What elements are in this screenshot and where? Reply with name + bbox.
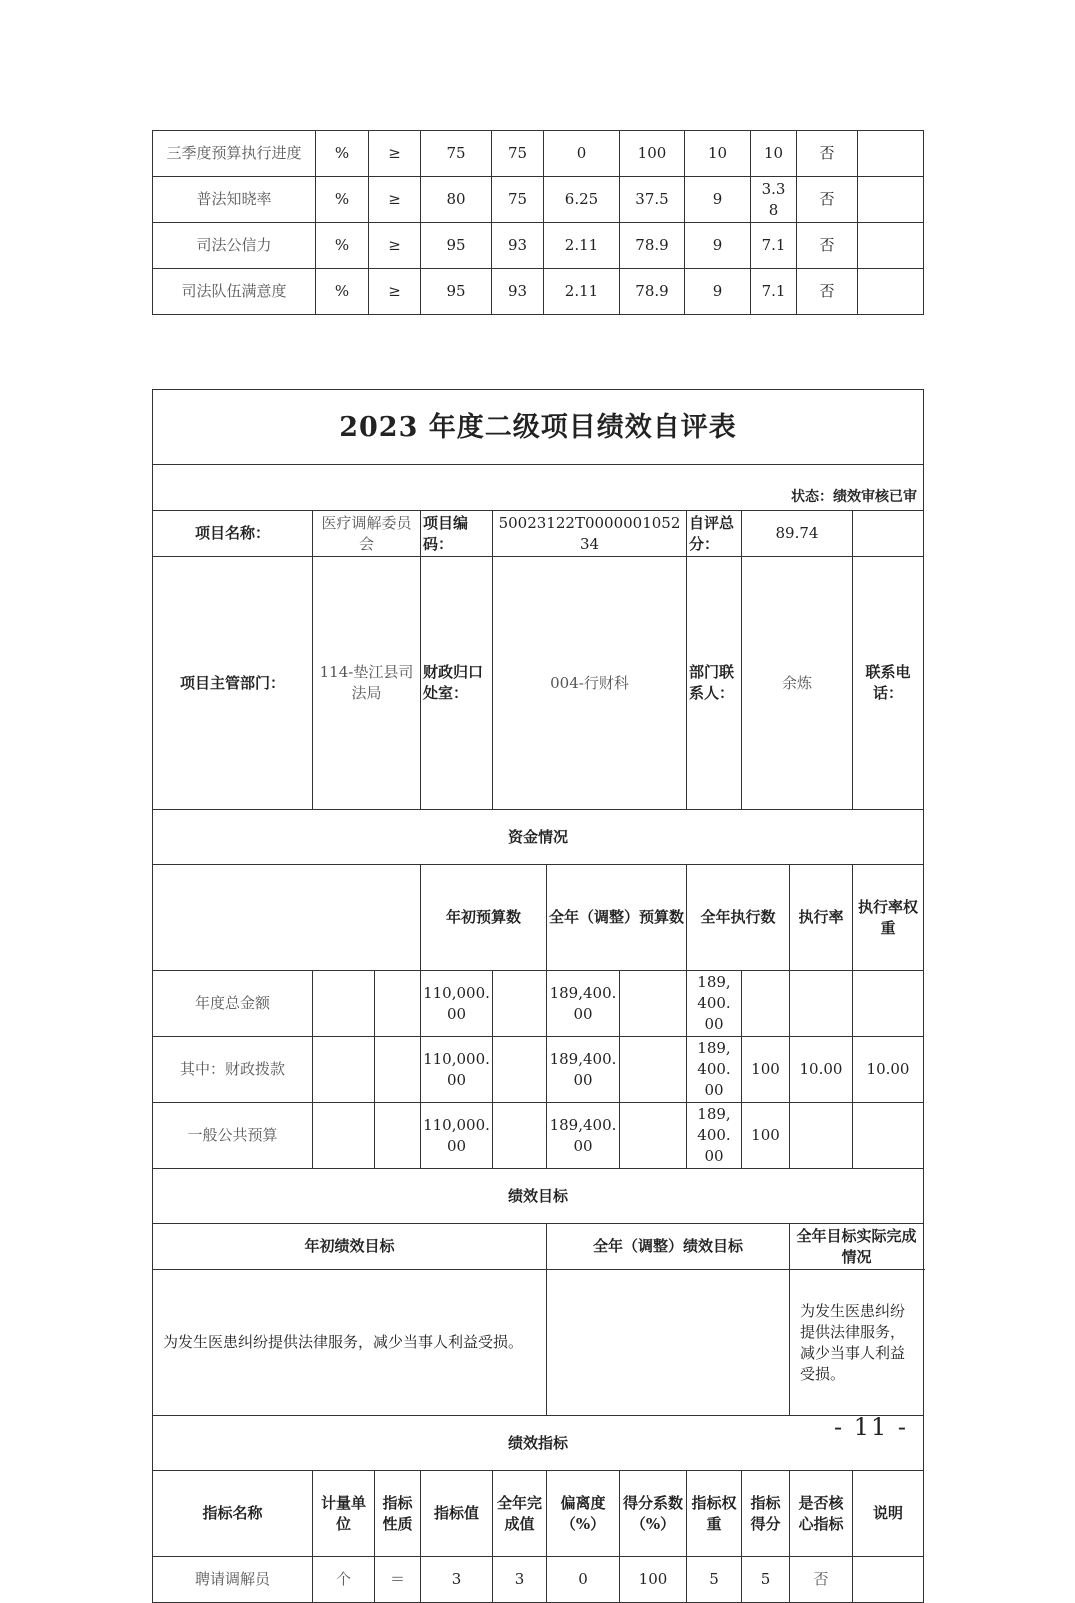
funds-initial-value: 110,000.00 xyxy=(421,1103,493,1169)
ind-header-name: 指标名称 xyxy=(153,1471,313,1557)
ind-header-score: 指标得分 xyxy=(742,1471,790,1557)
funds-row-label: 其中：财政拨款 xyxy=(153,1037,313,1103)
finance-office-label: 财政归口处室： xyxy=(421,557,493,810)
indicator-unit: 个 xyxy=(313,1557,375,1603)
funds-header-weight: 执行率权重 xyxy=(853,865,924,971)
funds-weight-value: 10.00 xyxy=(790,1037,853,1103)
goals-adjusted-header: 全年（调整）绩效目标 xyxy=(547,1224,790,1270)
ind-header-coefficient: 得分系数（%） xyxy=(620,1471,687,1557)
contact-value: 余炼 xyxy=(742,557,853,810)
indicator-unit: % xyxy=(316,177,369,223)
goals-actual-header: 全年目标实际完成情况 xyxy=(790,1224,924,1270)
funds-rate-value xyxy=(742,971,790,1037)
indicator-unit: % xyxy=(316,269,369,315)
indicator-name: 普法知晓率 xyxy=(153,177,316,223)
ind-header-core: 是否核心指标 xyxy=(790,1471,853,1557)
indicator-weight: 10 xyxy=(685,131,751,177)
project-name-value: 医疗调解委员会 xyxy=(313,511,421,557)
indicator-unit: % xyxy=(316,223,369,269)
page-number: - 11 - xyxy=(834,1413,909,1441)
empty-cell xyxy=(375,1103,421,1169)
empty-cell xyxy=(853,511,924,557)
indicator-actual: 75 xyxy=(492,131,544,177)
indicator-unit: % xyxy=(316,131,369,177)
indicator-weight: 9 xyxy=(685,177,751,223)
funds-executed-value: 189,400.00 xyxy=(687,971,742,1037)
ind-header-note: 说明 xyxy=(853,1471,924,1557)
indicator-continuation-table xyxy=(152,130,924,315)
indicator-nature: ≥ xyxy=(369,131,421,177)
indicator-weight: 9 xyxy=(685,269,751,315)
indicator-actual: 93 xyxy=(492,223,544,269)
indicator-actual: 3 xyxy=(493,1557,547,1603)
funds-header-initial: 年初预算数 xyxy=(421,865,547,971)
funds-rate-value: 100 xyxy=(742,1037,790,1103)
funds-initial-value: 110,000.00 xyxy=(421,971,493,1037)
table-row xyxy=(153,971,924,1037)
table-row xyxy=(153,269,924,315)
funds-adjusted-value: 189,400.00 xyxy=(547,971,620,1037)
funds-adjusted-value: 189,400.00 xyxy=(547,1037,620,1103)
indicator-deviation: 0 xyxy=(547,1557,620,1603)
indicators-section-title: 绩效指标 xyxy=(153,1416,924,1471)
project-code-label: 项目编码： xyxy=(421,511,493,557)
funds-header-executed: 全年执行数 xyxy=(687,865,790,971)
indicator-score: 3.38 xyxy=(751,177,797,223)
indicator-name: 司法公信力 xyxy=(153,223,316,269)
empty-cell xyxy=(493,1103,547,1169)
indicator-note xyxy=(858,269,924,315)
empty-cell xyxy=(620,971,687,1037)
indicator-note xyxy=(858,131,924,177)
dept-label: 项目主管部门： xyxy=(153,557,313,810)
indicator-target: 95 xyxy=(421,223,492,269)
indicator-core: 否 xyxy=(797,177,858,223)
indicator-score: 7.1 xyxy=(751,269,797,315)
empty-cell xyxy=(313,1037,375,1103)
indicator-name: 聘请调解员 xyxy=(153,1557,313,1603)
indicator-actual: 75 xyxy=(492,177,544,223)
form-title: 2023 年度二级项目绩效自评表 xyxy=(153,390,924,465)
indicator-deviation: 2.11 xyxy=(544,223,620,269)
funds-section-title: 资金情况 xyxy=(153,810,924,865)
funds-initial-value: 110,000.00 xyxy=(421,1037,493,1103)
indicator-name: 三季度预算执行进度 xyxy=(153,131,316,177)
funds-executed-value: 189,400.00 xyxy=(687,1103,742,1169)
indicator-coefficient: 78.9 xyxy=(620,269,685,315)
indicator-target: 75 xyxy=(421,131,492,177)
funds-weight-value xyxy=(790,971,853,1037)
indicator-deviation: 0 xyxy=(544,131,620,177)
goals-initial-text: 为发生医患纠纷提供法律服务，减少当事人利益受损。 xyxy=(153,1270,547,1416)
self-score-label: 自评总分： xyxy=(687,511,742,557)
indicator-nature: ≥ xyxy=(369,223,421,269)
funds-row-label: 一般公共预算 xyxy=(153,1103,313,1169)
funds-row-label: 年度总金额 xyxy=(153,971,313,1037)
empty-cell xyxy=(620,1103,687,1169)
funds-header-blank xyxy=(153,865,421,971)
project-code-value: 50023122T000000105234 xyxy=(493,511,687,557)
funds-header-rate: 执行率 xyxy=(790,865,853,971)
empty-cell xyxy=(313,1103,375,1169)
indicator-value: 3 xyxy=(421,1557,493,1603)
goals-actual-text: 为发生医患纠纷提供法律服务，减少当事人利益受损。 xyxy=(790,1270,924,1416)
finance-office-value: 004-行财科 xyxy=(493,557,687,810)
funds-score-value xyxy=(853,1103,924,1169)
indicator-deviation: 6.25 xyxy=(544,177,620,223)
indicator-weight: 5 xyxy=(687,1557,742,1603)
indicator-target: 95 xyxy=(421,269,492,315)
indicator-core: 否 xyxy=(797,223,858,269)
indicator-coefficient: 37.5 xyxy=(620,177,685,223)
table-row xyxy=(153,1037,924,1103)
funds-score-value xyxy=(853,971,924,1037)
empty-cell xyxy=(620,1037,687,1103)
indicator-actual: 93 xyxy=(492,269,544,315)
status-text: 状态：绩效审核已审 xyxy=(153,465,924,511)
ind-header-weight: 指标权重 xyxy=(687,1471,742,1557)
table-row xyxy=(153,223,924,269)
empty-cell xyxy=(375,971,421,1037)
indicator-core: 否 xyxy=(797,269,858,315)
indicator-score: 7.1 xyxy=(751,223,797,269)
ind-header-actual: 全年完成值 xyxy=(493,1471,547,1557)
table-row xyxy=(153,177,924,223)
funds-weight-value xyxy=(790,1103,853,1169)
indicator-score: 5 xyxy=(742,1557,790,1603)
empty-cell xyxy=(313,971,375,1037)
indicator-core: 否 xyxy=(790,1557,853,1603)
table-row xyxy=(153,131,924,177)
goals-section-title: 绩效目标 xyxy=(153,1169,924,1224)
indicator-core: 否 xyxy=(797,131,858,177)
funds-adjusted-value: 189,400.00 xyxy=(547,1103,620,1169)
project-name-label: 项目名称： xyxy=(153,511,313,557)
indicator-note xyxy=(858,223,924,269)
indicator-deviation: 2.11 xyxy=(544,269,620,315)
empty-cell xyxy=(375,1037,421,1103)
indicator-target: 80 xyxy=(421,177,492,223)
indicator-nature: ≥ xyxy=(369,269,421,315)
table-row xyxy=(153,1103,924,1169)
indicator-note xyxy=(853,1557,924,1603)
goals-initial-header: 年初绩效目标 xyxy=(153,1224,547,1270)
ind-header-nature: 指标性质 xyxy=(375,1471,421,1557)
dept-value: 114-垫江县司法局 xyxy=(313,557,421,810)
indicator-name: 司法队伍满意度 xyxy=(153,269,316,315)
indicator-weight: 9 xyxy=(685,223,751,269)
ind-header-deviation: 偏离度（%） xyxy=(547,1471,620,1557)
ind-header-unit: 计量单位 xyxy=(313,1471,375,1557)
indicator-score: 10 xyxy=(751,131,797,177)
goals-adjusted-text xyxy=(547,1270,790,1416)
indicator-nature: ＝ xyxy=(375,1557,421,1603)
self-score-value: 89.74 xyxy=(742,511,853,557)
performance-self-evaluation-table xyxy=(152,389,924,1603)
funds-header-adjusted: 全年（调整）预算数 xyxy=(547,865,687,971)
funds-executed-value: 189,400.00 xyxy=(687,1037,742,1103)
indicator-note xyxy=(858,177,924,223)
empty-cell xyxy=(493,971,547,1037)
funds-score-value: 10.00 xyxy=(853,1037,924,1103)
ind-header-value: 指标值 xyxy=(421,1471,493,1557)
table-row xyxy=(153,1557,924,1603)
indicator-nature: ≥ xyxy=(369,177,421,223)
contact-label: 部门联系人： xyxy=(687,557,742,810)
funds-rate-value: 100 xyxy=(742,1103,790,1169)
indicator-coefficient: 78.9 xyxy=(620,223,685,269)
indicator-coefficient: 100 xyxy=(620,1557,687,1603)
phone-label: 联系电话： xyxy=(853,557,924,810)
indicator-coefficient: 100 xyxy=(620,131,685,177)
empty-cell xyxy=(493,1037,547,1103)
